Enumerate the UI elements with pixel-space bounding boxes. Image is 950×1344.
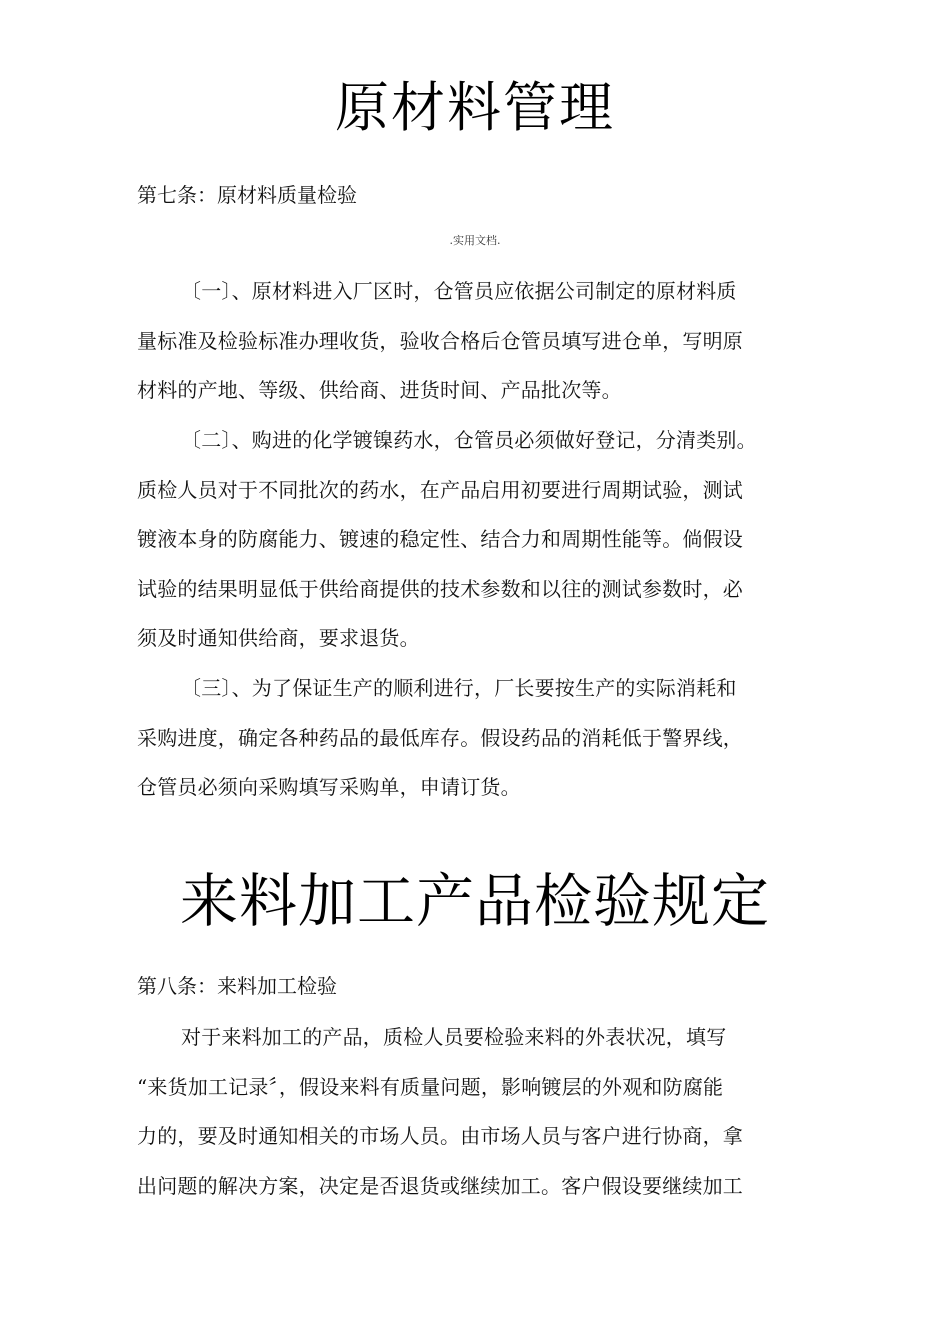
paragraph: [137, 416, 813, 664]
paragraph-line: 对于来料加工的产品，质检人员要检验来料的外表状况，填写: [181, 1025, 727, 1049]
page-title: 原材料管理: [335, 76, 615, 139]
paragraph-line: 〔三〕、为了保证生产的顺利进行，厂长要按生产的实际消耗和: [181, 676, 737, 700]
paragraph-line: 仓管员必须向采购填写采购单，申请订货。: [137, 775, 521, 800]
paragraph-line: 量标准及检验标准办理收货，验收合格后仓管员填写进仓单，写明原: [137, 328, 743, 353]
article-heading: 第七条：原材料质量检验: [137, 183, 357, 207]
paragraph: [137, 664, 813, 813]
paragraph-line: 采购进度，确定各种药品的最低库存。假设药品的消耗低于警界线，: [137, 725, 743, 750]
paragraph-line: 试验的结果明显低于供给商提供的技术参数和以往的测试参数时，必: [137, 576, 743, 601]
paragraph-line: 材料的产地、等级、供给商、进货时间、产品批次等。: [137, 378, 622, 403]
paragraph-line: 质检人员对于不同批次的药水，在产品启用初要进行周期试验，测试: [137, 477, 743, 502]
paragraph: [137, 1013, 813, 1211]
watermark-text: .实用文档.: [449, 234, 501, 247]
paragraph: [137, 267, 813, 416]
paragraph-line: 镀液本身的防腐能力、镀速的稳定性、结合力和周期性能等。倘假设: [137, 527, 743, 552]
section-title: 来料加工产品检验规定: [179, 867, 770, 935]
article-heading: 第八条：来料加工检验: [137, 974, 337, 998]
paragraph-line: 〔一〕、原材料进入厂区时，仓管员应依据公司制定的原材料质: [181, 279, 737, 303]
paragraph-line: “来货加工记录〞，假设来料有质量问题，影响镀层的外观和防腐能: [137, 1074, 724, 1099]
paragraph-line: 力的，要及时通知相关的市场人员。由市场人员与客户进行协商，拿: [137, 1124, 743, 1149]
paragraph-line: 须及时通知供给商，要求退货。: [137, 626, 420, 651]
paragraph-line: 出问题的解决方案，决定是否退货或继续加工。客户假设要继续加工: [137, 1173, 743, 1198]
paragraph-line: 〔二〕、购进的化学镀镍药水，仓管员必须做好登记，分清类别。: [181, 428, 757, 452]
